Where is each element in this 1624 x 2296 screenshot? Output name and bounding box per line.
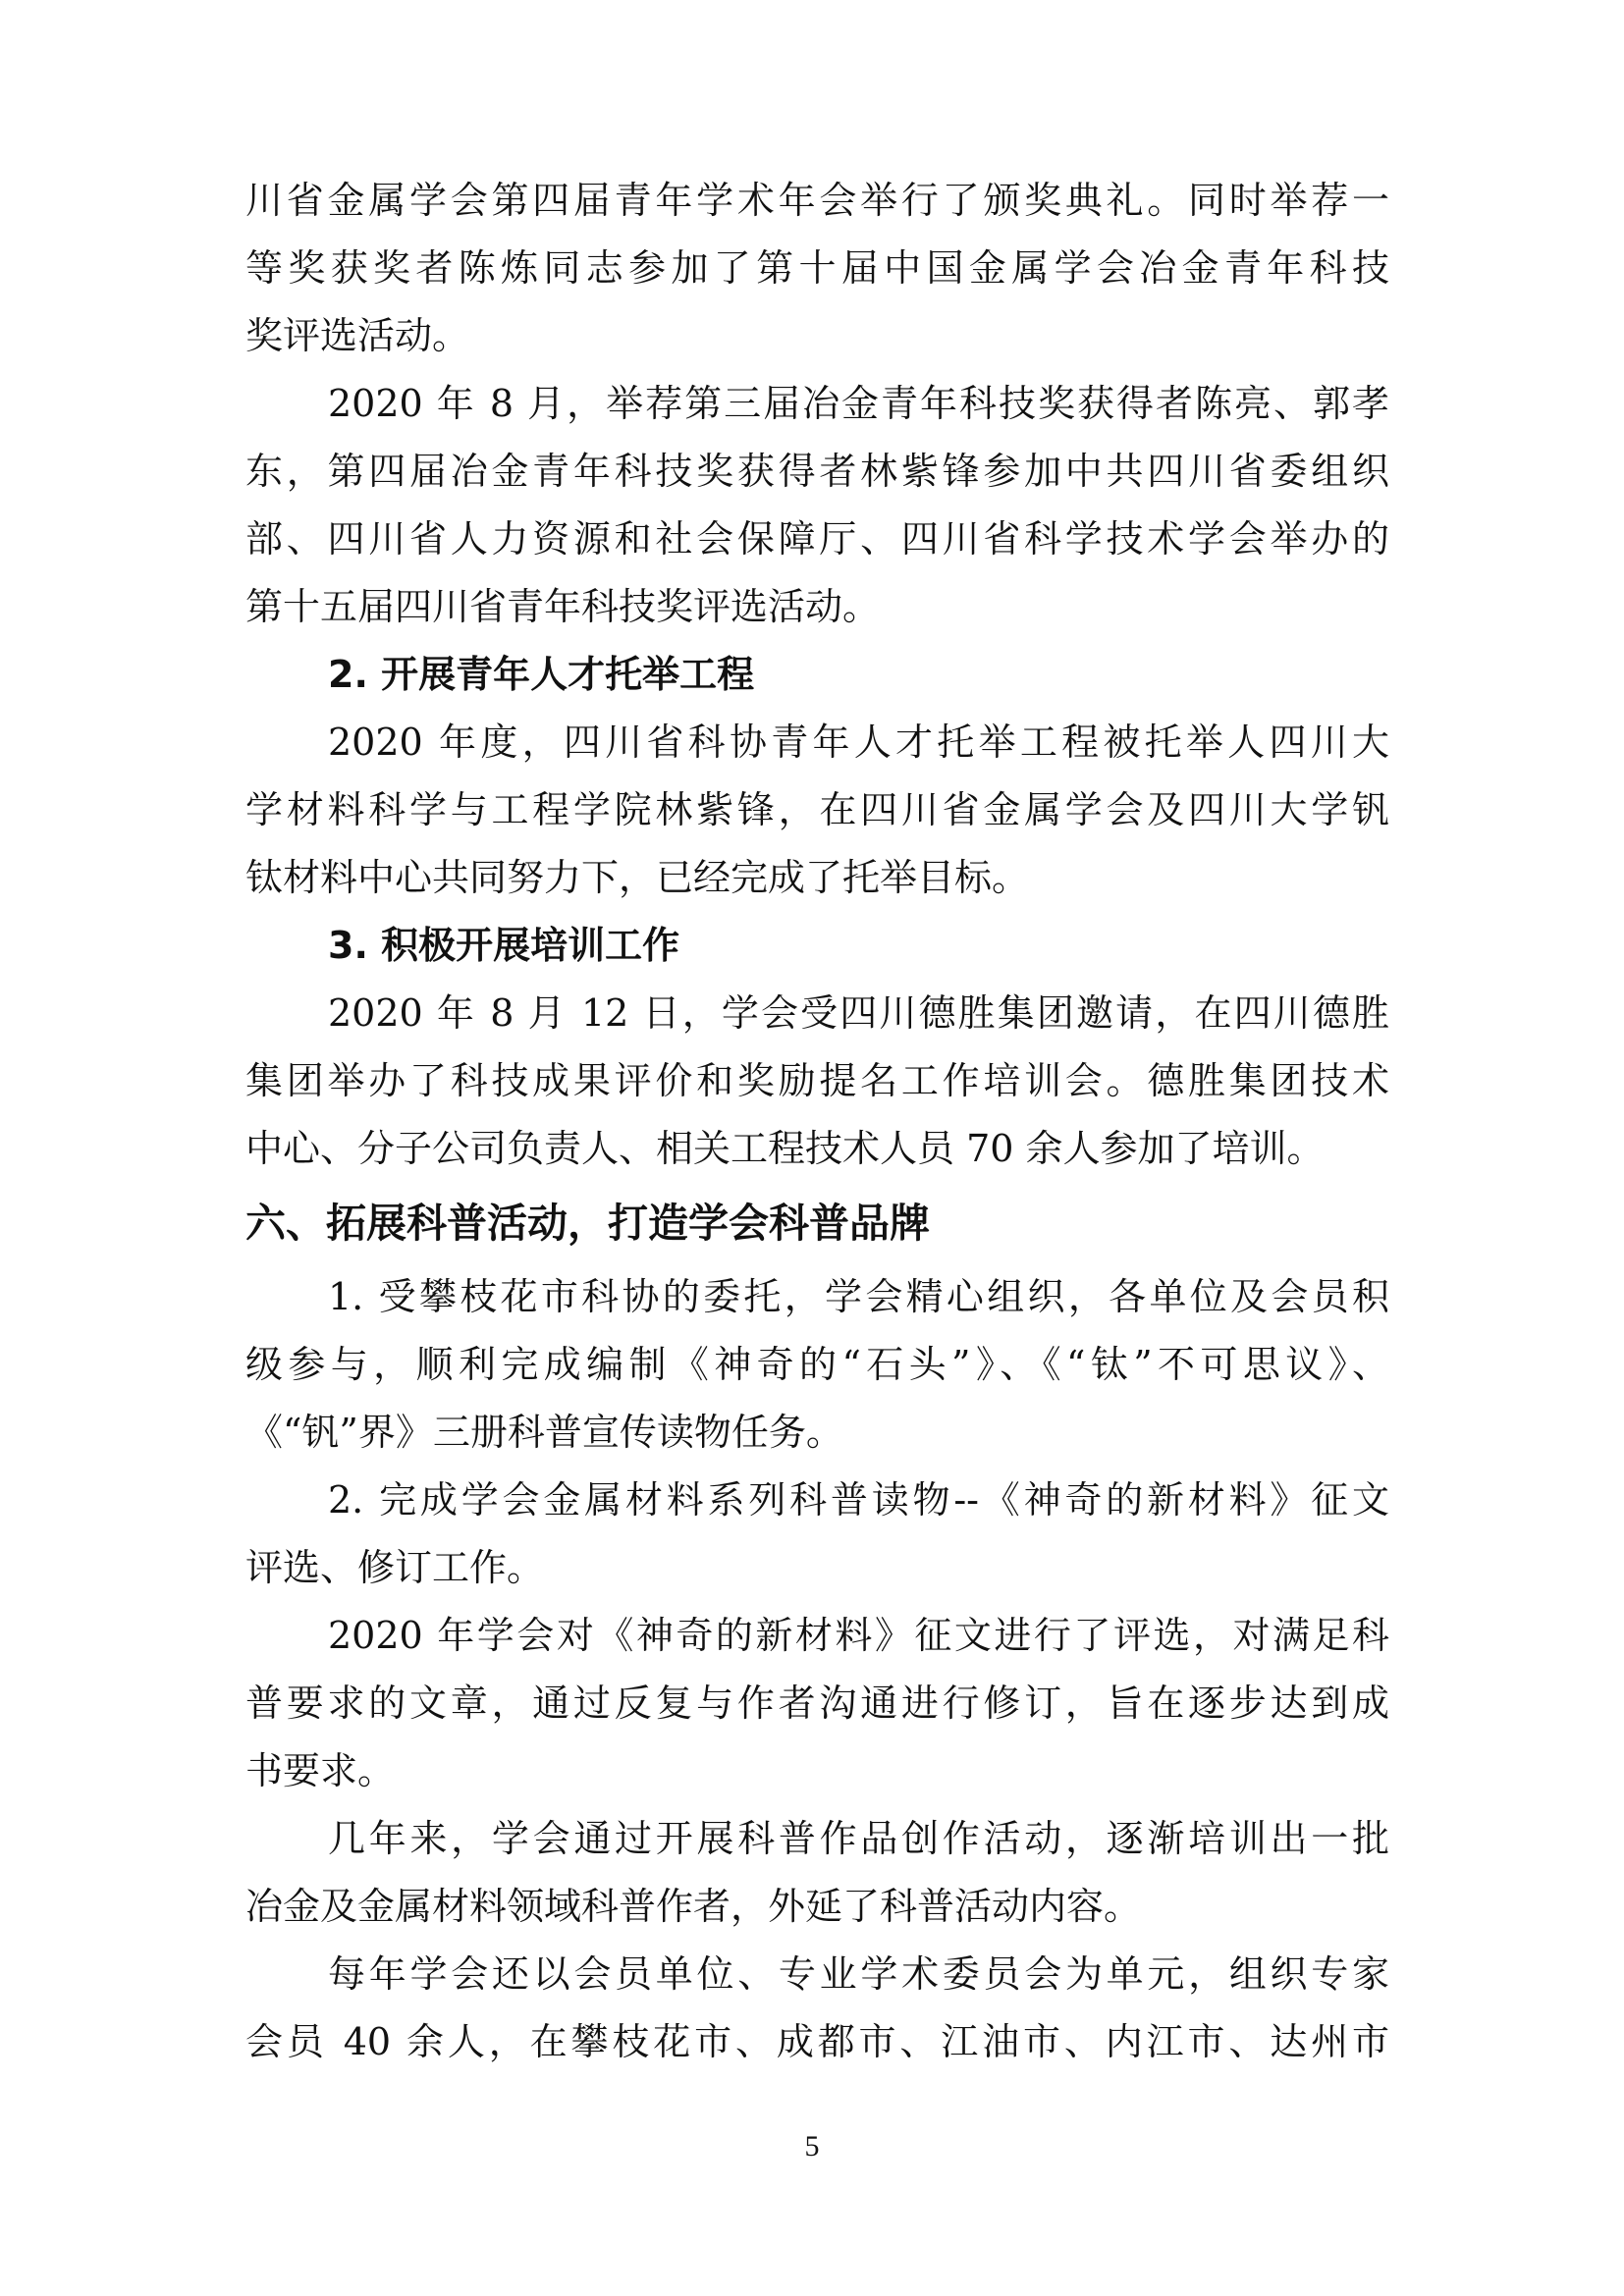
paragraph-line: 川省金属学会第四届青年学术年会举行了颁奖典礼。同时举荐一: [245, 179, 1389, 222]
paragraph-line: 评选、修订工作。: [245, 1546, 545, 1589]
paragraph-line: 2020 年度，四川省科协青年人才托举工程被托举人四川大: [328, 721, 1389, 764]
paragraph-line: 钛材料中心共同努力下，已经完成了托举目标。: [245, 856, 1030, 899]
paragraph-line: 中心、分子公司负责人、相关工程技术人员 70 余人参加了培训。: [245, 1127, 1325, 1170]
paragraph-line: 冶金及金属材料领域科普作者，外延了科普活动内容。: [245, 1885, 1142, 1928]
paragraph-line: 2. 完成学会金属材料系列科普读物--《神奇的新材料》征文: [328, 1478, 1389, 1522]
paragraph-line: 2020 年学会对《神奇的新材料》征文进行了评选，对满足科: [328, 1614, 1389, 1657]
subheading-training: 3. 积极开展培训工作: [328, 924, 680, 967]
paragraph-line: 部、四川省人力资源和社会保障厅、四川省科学技术学会举办的: [245, 517, 1389, 561]
paragraph-line: 集团举办了科技成果评价和奖励提名工作培训会。德胜集团技术: [245, 1059, 1389, 1102]
page-number: 5: [804, 2130, 820, 2163]
paragraph-line: 2020 年 8 月，举荐第三届冶金青年科技奖获得者陈亮、郭孝: [328, 382, 1389, 425]
paragraph-line: 普要求的文章，通过反复与作者沟通进行修订，旨在逐步达到成: [245, 1682, 1389, 1725]
paragraph-line: 会员 40 余人，在攀枝花市、成都市、江油市、内江市、达州市: [245, 2020, 1389, 2063]
document-body: [245, 167, 1389, 2076]
paragraph-line: 级参与，顺利完成编制《神奇的“石头”》、《“钛”不可思议》、: [245, 1343, 1389, 1386]
paragraph-line: 等奖获奖者陈炼同志参加了第十届中国金属学会冶金青年科技: [245, 246, 1389, 290]
paragraph-line: 书要求。: [245, 1749, 396, 1792]
section-heading-science-popularization: 六、拓展科普活动，打造学会科普品牌: [245, 1200, 930, 1247]
paragraph-line: 第十五届四川省青年科技奖评选活动。: [245, 585, 881, 628]
paragraph-line: 2020 年 8 月 12 日，学会受四川德胜集团邀请，在四川德胜: [328, 991, 1389, 1035]
paragraph-line: 几年来，学会通过开展科普作品创作活动，逐渐培训出一批: [328, 1817, 1389, 1860]
paragraph-line: 奖评选活动。: [245, 314, 470, 357]
paragraph-line: 学材料科学与工程学院林紫锋，在四川省金属学会及四川大学钒: [245, 788, 1389, 831]
paragraph-line: 东，第四届冶金青年科技奖获得者林紫锋参加中共四川省委组织: [245, 450, 1389, 493]
paragraph-line: 《“钒”界》三册科普宣传读物任务。: [245, 1411, 843, 1454]
subheading-youth-talent: 2. 开展青年人才托举工程: [328, 653, 755, 696]
paragraph-line: 每年学会还以会员单位、专业学术委员会为单元，组织专家: [328, 1952, 1389, 1996]
paragraph-line: 1. 受攀枝花市科协的委托，学会精心组织，各单位及会员积: [328, 1275, 1389, 1318]
